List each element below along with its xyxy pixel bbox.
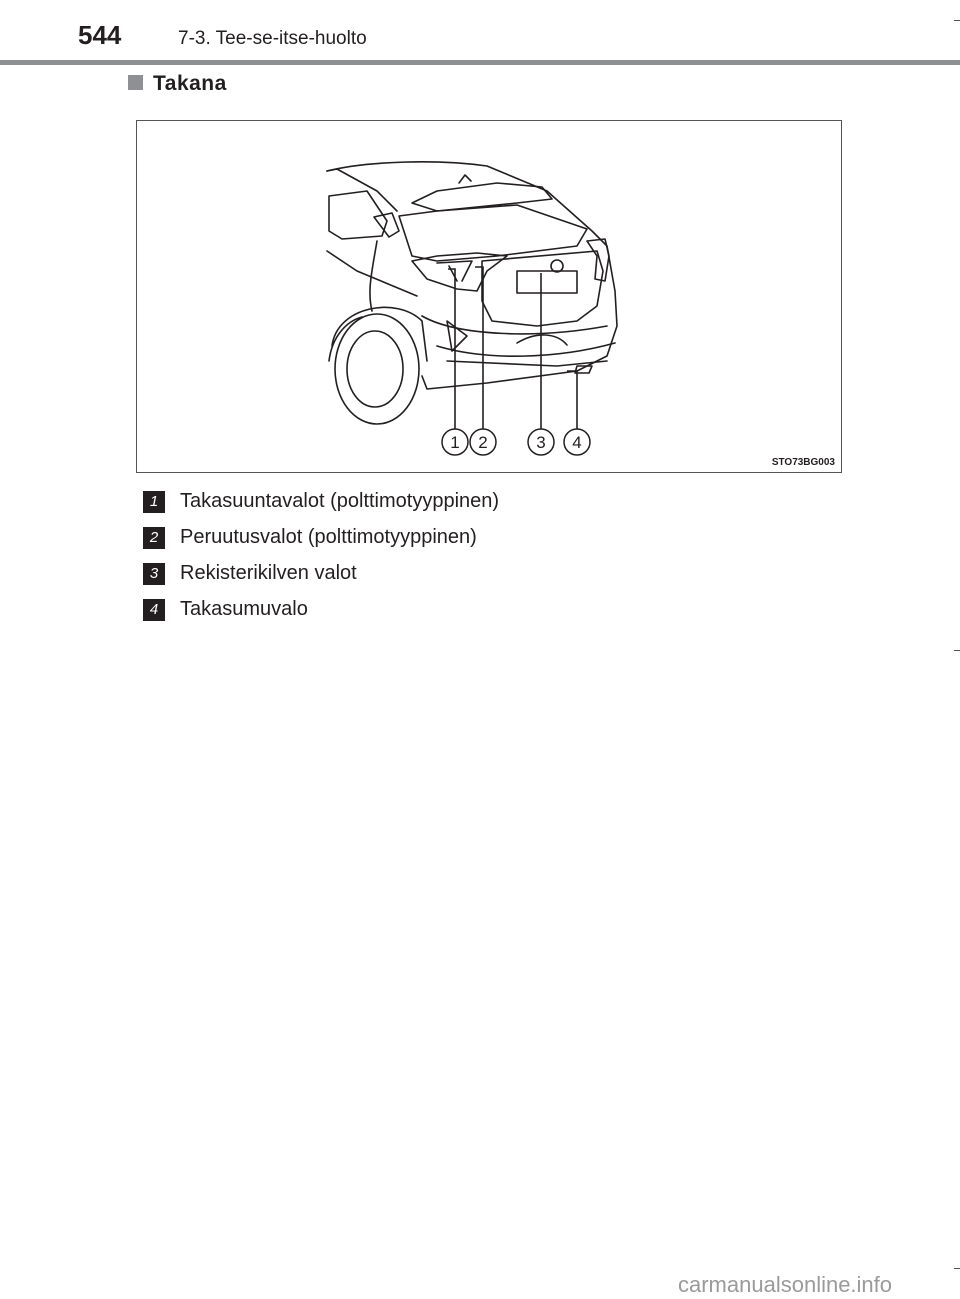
page-number: 544 [78, 20, 122, 50]
car-rear-drawing [137, 121, 841, 472]
callout-label: 2 [478, 433, 488, 452]
item-text: Rekisterikilven valot [180, 562, 357, 584]
page-header [0, 0, 960, 66]
subsection-heading [128, 72, 227, 96]
section-title: 7-3. Tee-se-itse-huolto [178, 28, 367, 49]
callout-label: 4 [572, 433, 582, 452]
crop-mark [954, 1268, 960, 1269]
crop-mark [954, 20, 960, 21]
callout-label: 1 [450, 433, 460, 452]
item-number-badge: 2 [143, 527, 165, 549]
car-rear-illustration [136, 120, 842, 473]
item-number-badge: 1 [143, 491, 165, 513]
watermark: carmanualsonline.info [678, 1272, 893, 1297]
figure-code: STO73BG003 [771, 457, 835, 468]
item-text: Takasumuvalo [180, 598, 308, 620]
subsection-title: Takana [153, 72, 227, 95]
item-number-badge: 3 [143, 563, 165, 585]
square-bullet-icon [128, 75, 143, 90]
header-rule [0, 60, 960, 65]
item-text: Peruutusvalot (polttimotyyppinen) [180, 526, 477, 548]
crop-mark [954, 650, 960, 651]
callout-label: 3 [536, 433, 546, 452]
item-text: Takasuuntavalot (polttimotyyppinen) [180, 490, 500, 512]
item-number-badge: 4 [143, 599, 165, 621]
